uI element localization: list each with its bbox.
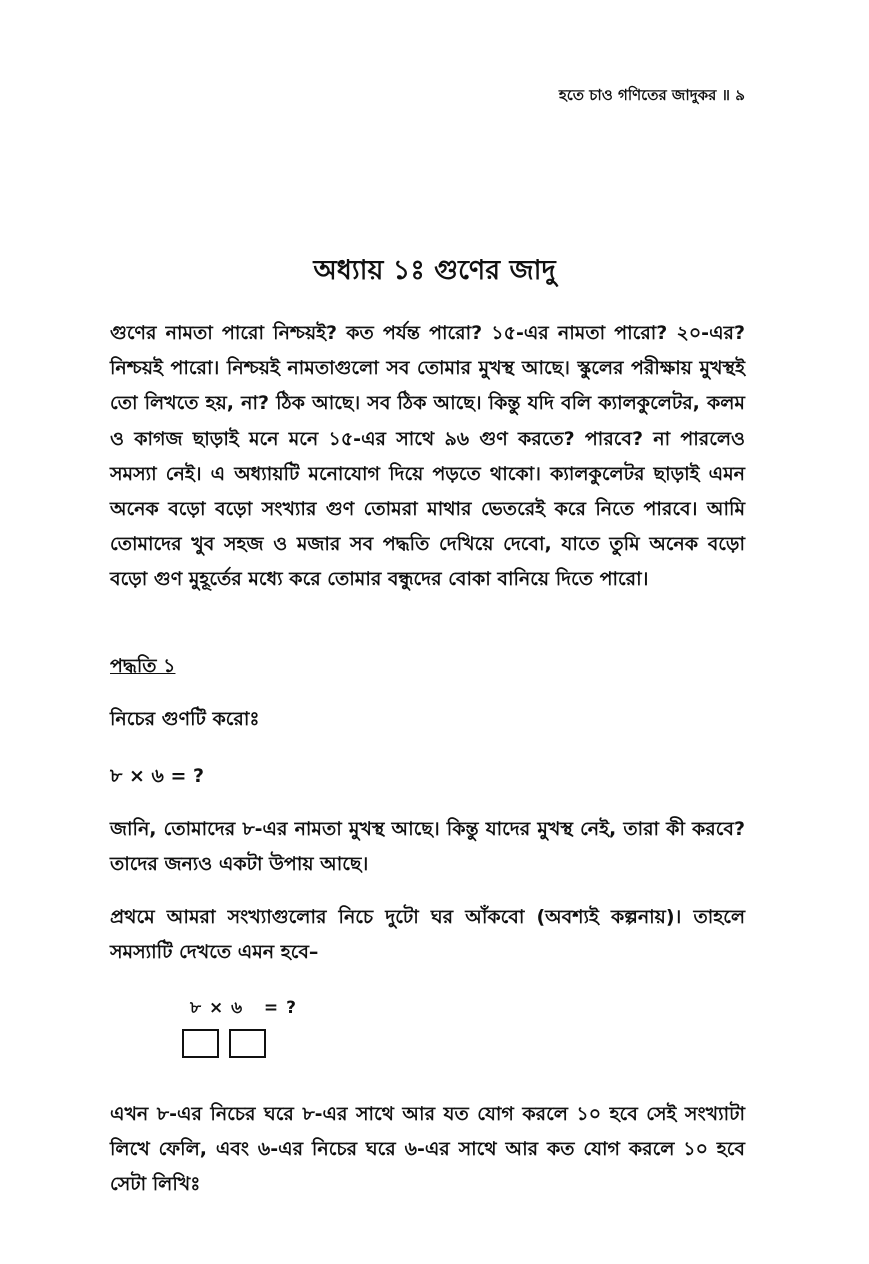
body-paragraph-3: প্রথমে আমরা সংখ্যাগুলোর নিচে দুটো ঘর আঁকবো (অবশ্যই কল্পনায়)। তাহলে সমস্যাটি দেখতে এমন হবে– xyxy=(110,906,745,963)
running-header: হতে চাও গণিতের জাদুকর ॥ ৯ xyxy=(558,86,745,104)
empty-box-right xyxy=(229,1029,266,1058)
empty-box-left xyxy=(182,1029,219,1058)
intro-paragraph: গুণের নামতা পারো নিশ্চয়ই? কত পর্যন্ত পারো? ১৫-এর নামতা পারো? ২০-এর? নিশ্চয়ই পারো। নিশ্চয়ই নামতাগুলো সব তোমার মুখস্থ আছে। স্কুলের পরীক্ষায় মুখস্থই তো লিখতে হয়, না? ঠিক আছে। সব ঠিক আছে। কিন্তু যদি বলি ক্যালকুলেটর, কলম ও কাগজ ছাড়াই মনে মনে ১৫-এর সাথে ৯৬ গুণ করতে? পারবে? না পারলেও সমস্যা নেই। এ অধ্যায়টি মনোযোগ দিয়ে পড়তে থাকো। ক্যালকুলেটর ছাড়াই এমন অনেক বড়ো বড়ো সংখ্যার গুণ তোমরা মাথার ভেতরেই করে নিতে পারবে। আমি তোমাদের খুব সহজ ও মজার সব পদ্ধতি দেখিয়ে দেবো, যাতে তুমি অনেক বড়ো বড়ো গুণ মুহূর্তের মধ্যে করে তোমার বন্ধুদের বোকা বানিয়ে দিতে পারো। xyxy=(110,322,745,591)
method-heading: পদ্ধতি ১ xyxy=(110,655,176,677)
body-paragraph-2: জানি, তোমাদের ৮-এর নামতা মুখস্থ আছে। কিন্তু যাদের মুখস্থ নেই, তারা কী করবে? তাদের জন্যও একটা উপায় আছে। xyxy=(110,818,745,875)
equation-text: ৮ × ৬ = ? xyxy=(110,765,205,787)
body-paragraph-4: এখন ৮-এর নিচের ঘরে ৮-এর সাথে আর যত যোগ করলে ১০ হবে সেই সংখ্যাটা লিখে ফেলি, এবং ৬-এর নিচের ঘরে ৬-এর সাথে আর কত যোগ করলে ১০ হবে সেটা লিখিঃ xyxy=(110,1103,745,1195)
instruction-text: নিচের গুণটি করোঃ xyxy=(110,708,260,730)
chapter-title: অধ্যায় ১ঃ গুণের জাদু xyxy=(313,255,556,286)
figure-equation: ৮ × ৬ = ? xyxy=(190,998,297,1018)
